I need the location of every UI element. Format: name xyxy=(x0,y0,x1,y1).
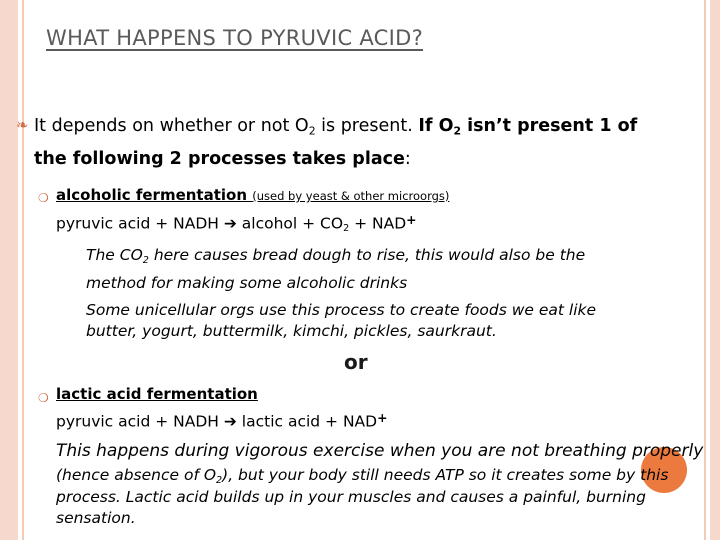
intro-line-2: the following 2 processes takes place: xyxy=(34,149,411,170)
slide-title: WHAT HAPPENS TO PYRUVIC ACID? xyxy=(46,26,424,50)
right-border-band xyxy=(710,0,720,540)
or-label: or xyxy=(344,350,368,374)
alcoholic-heading: alcoholic fermentation (used by yeast & other microorgs) xyxy=(56,186,450,204)
arrow-icon: ➔ xyxy=(223,412,237,431)
bullet-ring-icon: ❍ xyxy=(38,191,49,205)
lactic-equation: pyruvic acid + NADH ➔ lactic acid + NAD+ xyxy=(56,410,388,431)
lactic-heading: lactic acid fermentation xyxy=(56,385,258,403)
right-border-line xyxy=(704,0,706,540)
intro-line-1: It depends on whether or not $O_2$ is present. If $O_2$ isn’t present 1 of xyxy=(34,116,638,138)
intro-paragraph xyxy=(34,112,704,173)
lactic-desc-4: sensation. xyxy=(56,509,136,527)
alcoholic-note: (used by yeast & other microorgs) xyxy=(252,189,450,203)
alcoholic-desc-3: Some unicellular orgs use this process to create foods we eat like xyxy=(86,301,597,319)
bullet-curl-icon: ❧ xyxy=(16,116,29,134)
alcoholic-equation: pyruvic acid + NADH ➔ alcohol + $CO_2 + NAD^+$ xyxy=(56,212,417,235)
alcoholic-desc-2: method for making some alcoholic drinks xyxy=(86,274,408,292)
lactic-desc-2: (hence absence of $O_2$), but your body still needs ATP so it creates some by this xyxy=(56,466,669,486)
alcoholic-desc-1: The $CO_2$ here causes bread dough to rise, this would also be the xyxy=(86,246,586,266)
lactic-desc-1: This happens during vigorous exercise when you are not breathing properly xyxy=(56,441,704,461)
lactic-desc-3: process. Lactic acid builds up in your muscles and causes a painful, burning xyxy=(56,488,646,506)
left-border-line xyxy=(22,0,24,540)
arrow-icon: ➔ xyxy=(223,214,237,233)
alcoholic-desc-4: butter, yogurt, buttermilk, kimchi, pickles, saurkraut. xyxy=(86,322,497,340)
bullet-ring-icon: ❍ xyxy=(38,391,49,405)
left-border-band xyxy=(0,0,18,540)
